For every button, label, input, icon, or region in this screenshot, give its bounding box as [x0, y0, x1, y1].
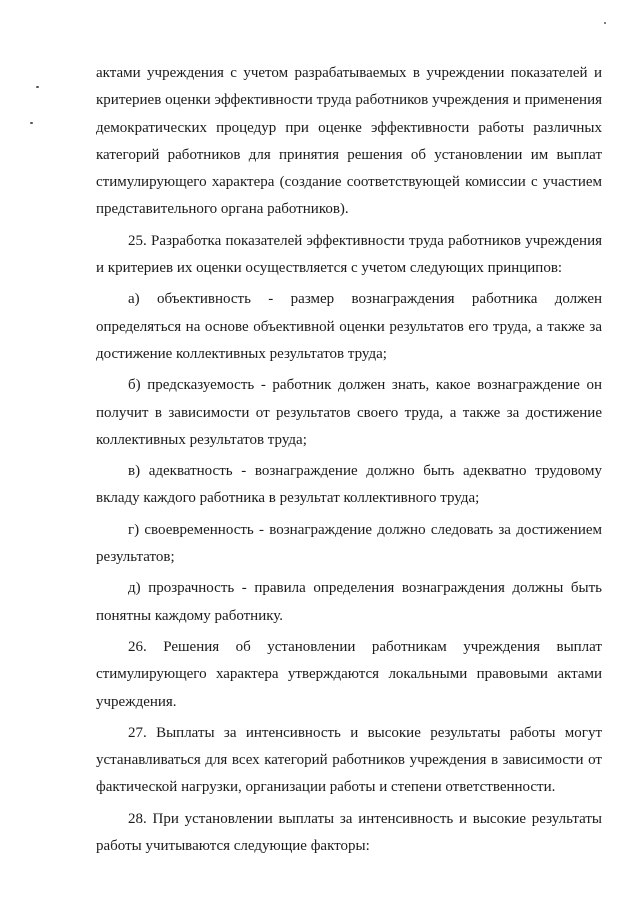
paragraph-25: 25. Разработка показателей эффективности труда работников учреждения и критериев их оценки осуществляется с учетом следующих принципов:: [96, 232, 602, 277]
paragraph-25-v: в) адекватность - вознаграждение должно быть адекватно трудовому вкладу каждого работника в результат коллективного труда;: [96, 463, 602, 507]
scan-speck: [30, 122, 33, 124]
paragraph-26: 26. Решения об установлении работникам учреждения выплат стимулирующего характера утверждаются локальными правовыми актами учреждения.: [96, 638, 602, 710]
paragraph-continuation: актами учреждения с учетом разрабатываемых в учреждении показателей и критериев оценки эффективности труда работников учреждения и применения демократических процедур при оценке эффективности работы различных категорий работников для принятия решения об установлении им выплат стимулирующего характера (создание соответствующей комиссии с участием представительного органа работников).: [96, 65, 602, 218]
paragraph-27: 27. Выплаты за интенсивность и высокие результаты работы могут устанавливаться для всех категорий работников учреждения в зависимости от фактической нагрузки, организации работы и степени ответственности.: [96, 724, 602, 796]
document-body: [96, 60, 602, 860]
paragraph-28: 28. При установлении выплаты за интенсивность и высокие результаты работы учитываются следующие факторы:: [96, 810, 602, 855]
paragraph-25-d: д) прозрачность - правила определения вознаграждения должны быть понятны каждому работнику.: [96, 580, 602, 624]
scan-speck: [604, 22, 606, 24]
paragraph-25-a: а) объективность - размер вознаграждения работника должен определяться на основе объективной оценки результатов его труда, а также за достижение коллективных результатов труда;: [96, 291, 602, 362]
scan-speck: [36, 86, 39, 88]
paragraph-25-b: б) предсказуемость - работник должен знать, какое вознаграждение он получит в зависимости от результатов своего труда, а также за достижение коллективных результатов труда;: [96, 377, 602, 448]
paragraph-25-g: г) своевременность - вознаграждение должно следовать за достижением результатов;: [96, 521, 602, 566]
